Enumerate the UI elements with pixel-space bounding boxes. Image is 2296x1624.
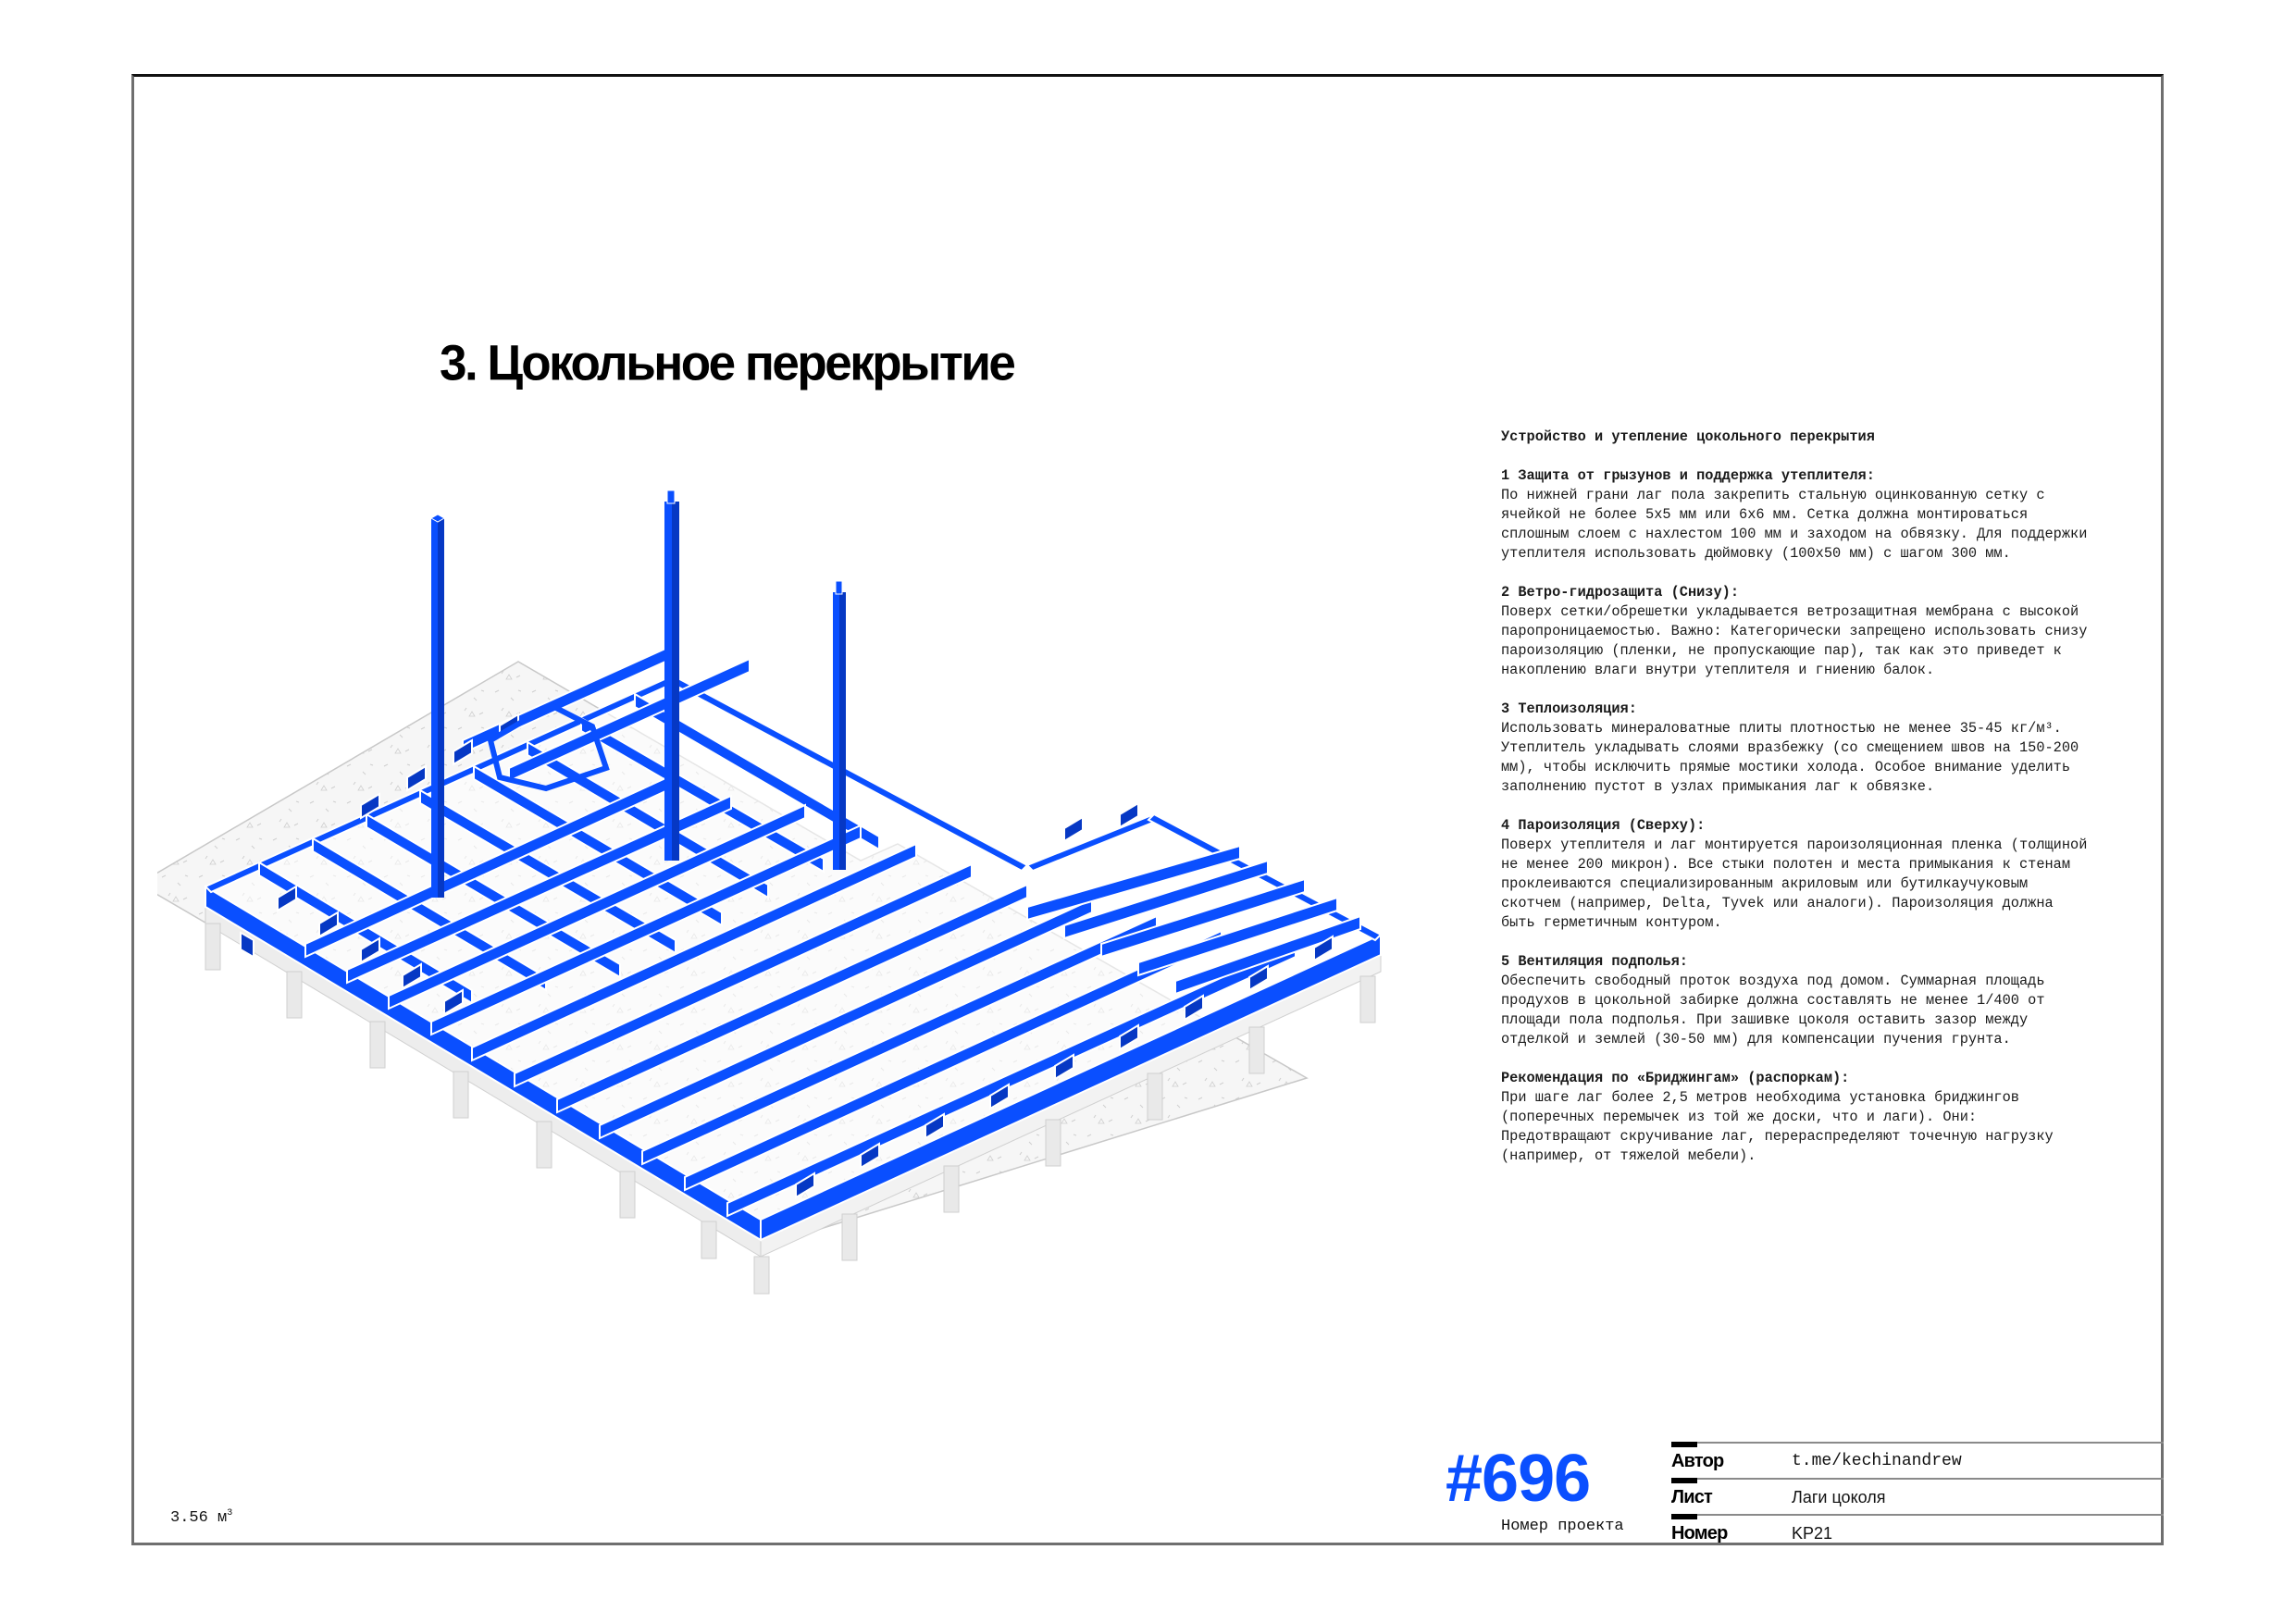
project-number: #696 bbox=[1446, 1442, 1591, 1516]
section-heading: 4 Пароизоляция (Сверху): bbox=[1501, 817, 1706, 834]
section-line: площади пола подполья. При зашивке цоколя оставить зазор между bbox=[1501, 1011, 2029, 1028]
section-line: Предотвращают скручивание лаг, перераспределяют точечную нагрузку bbox=[1501, 1128, 2054, 1145]
post-right bbox=[833, 581, 846, 870]
notes-title: Устройство и утепление цокольного перекрытия bbox=[1501, 428, 1875, 445]
post-middle bbox=[664, 490, 679, 861]
section-line: быть герметичным контуром. bbox=[1501, 914, 1722, 931]
row-label: Лист bbox=[1671, 1487, 1713, 1507]
section-line: (поперечных перемычек из той же доски, что и лаги). Они: bbox=[1501, 1109, 1978, 1125]
section-heading: Рекомендация по «Бриджингам» (распоркам): bbox=[1501, 1070, 1850, 1086]
joist-frame-illustration bbox=[157, 463, 1453, 1295]
section-line: заполнению пустот в узлах примыкания лаг к обвязке. bbox=[1501, 778, 1935, 795]
author-link[interactable]: t.me/kechinandrew bbox=[1792, 1452, 1962, 1470]
section-line: накоплению влаги внутри утеплителя и гниению балок. bbox=[1501, 662, 1935, 678]
construction-notes bbox=[1501, 428, 2130, 1166]
row-label: Автор bbox=[1671, 1451, 1724, 1471]
section-line: скотчем (например, Delta, Tyvek или аналоги). Пароизоляция должна bbox=[1501, 895, 2054, 911]
section-line: Обеспечить свободный проток воздуха под домом. Суммарная площадь bbox=[1501, 973, 2045, 989]
section-line: проклеиваются специализированным акриловым или бутилкаучуковым bbox=[1501, 875, 2029, 892]
section-line: ячейкой не более 5х5 мм или 6х6 мм. Сетка должна монтироваться bbox=[1501, 506, 2029, 523]
title-block-row-author bbox=[1671, 1442, 2164, 1478]
notes-section-ventilation bbox=[1501, 952, 2130, 1049]
row-marker bbox=[1671, 1442, 1697, 1447]
section-line: утеплителя использовать дюймовку (100х50 мм) с шагом 300 мм. bbox=[1501, 545, 2011, 562]
notes-section-bridging bbox=[1501, 1069, 2130, 1166]
material-volume bbox=[170, 1508, 232, 1527]
notes-section-rodent-protection bbox=[1501, 466, 2130, 564]
sheet-name: Лаги цоколя bbox=[1792, 1488, 1886, 1506]
section-line: мм), чтобы исключить прямые мостики холода. Особое внимание уделить bbox=[1501, 759, 2071, 775]
isometric-joist-drawing bbox=[157, 463, 1453, 1295]
title-block-row-number bbox=[1671, 1514, 2164, 1545]
volume-unit-superscript: 3 bbox=[227, 1508, 233, 1519]
volume-value: 3.56 м bbox=[170, 1509, 228, 1527]
page-title: 3. Цокольное перекрытие bbox=[440, 335, 1014, 391]
section-line: паропроницаемостью. Важно: Категорически запрещено использовать снизу bbox=[1501, 623, 2088, 639]
notes-section-wind-barrier bbox=[1501, 583, 2130, 680]
section-line: сплошным слоем с нахлестом 100 мм и заходом на обвязку. Для поддержки bbox=[1501, 526, 2088, 542]
title-block bbox=[1671, 1442, 2164, 1545]
post-left bbox=[431, 514, 444, 898]
row-marker bbox=[1671, 1514, 1697, 1519]
section-line: отделкой и землей (30-50 мм) для компенсации пучения грунта. bbox=[1501, 1031, 2011, 1048]
section-heading: 1 Защита от грызунов и поддержка утеплителя: bbox=[1501, 467, 1875, 484]
section-line: Поверх сетки/обрешетки укладывается ветрозащитная мембрана с высокой bbox=[1501, 603, 2079, 620]
section-line: Утеплитель укладывать слоями вразбежку (со смещением швов на 150-200 bbox=[1501, 739, 2079, 756]
section-line: не менее 200 микрон). Все стыки полотен и места примыкания к стенам bbox=[1501, 856, 2071, 873]
project-number-caption: Номер проекта bbox=[1501, 1518, 1624, 1535]
row-marker bbox=[1671, 1478, 1697, 1483]
section-line: (например, от тяжелой мебели). bbox=[1501, 1147, 1756, 1164]
section-line: пароизоляцию (пленки, не пропускающие пар), так как это приведет к bbox=[1501, 642, 2062, 659]
notes-section-vapor-barrier bbox=[1501, 816, 2130, 933]
section-line: По нижней грани лаг пола закрепить стальную оцинкованную сетку с bbox=[1501, 487, 2045, 503]
section-heading: 3 Теплоизоляция: bbox=[1501, 700, 1637, 717]
section-line: Использовать минераловатные плиты плотностью не менее 35-45 кг/м³. bbox=[1501, 720, 2062, 737]
section-line: Поверх утеплителя и лаг монтируется пароизоляционная пленка (толщиной bbox=[1501, 837, 2088, 853]
row-label: Номер bbox=[1671, 1523, 1728, 1543]
title-block-row-sheet bbox=[1671, 1478, 2164, 1514]
section-line: При шаге лаг более 2,5 метров необходима установка бриджингов bbox=[1501, 1089, 2019, 1106]
section-line: продухов в цокольной забирке должна составлять не менее 1/400 от bbox=[1501, 992, 2045, 1009]
section-heading: 5 Вентиляция подполья: bbox=[1501, 953, 1688, 970]
notes-section-insulation bbox=[1501, 700, 2130, 797]
section-heading: 2 Ветро-гидрозащита (Снизу): bbox=[1501, 584, 1740, 601]
sheet-number: KP21 bbox=[1792, 1524, 1833, 1543]
